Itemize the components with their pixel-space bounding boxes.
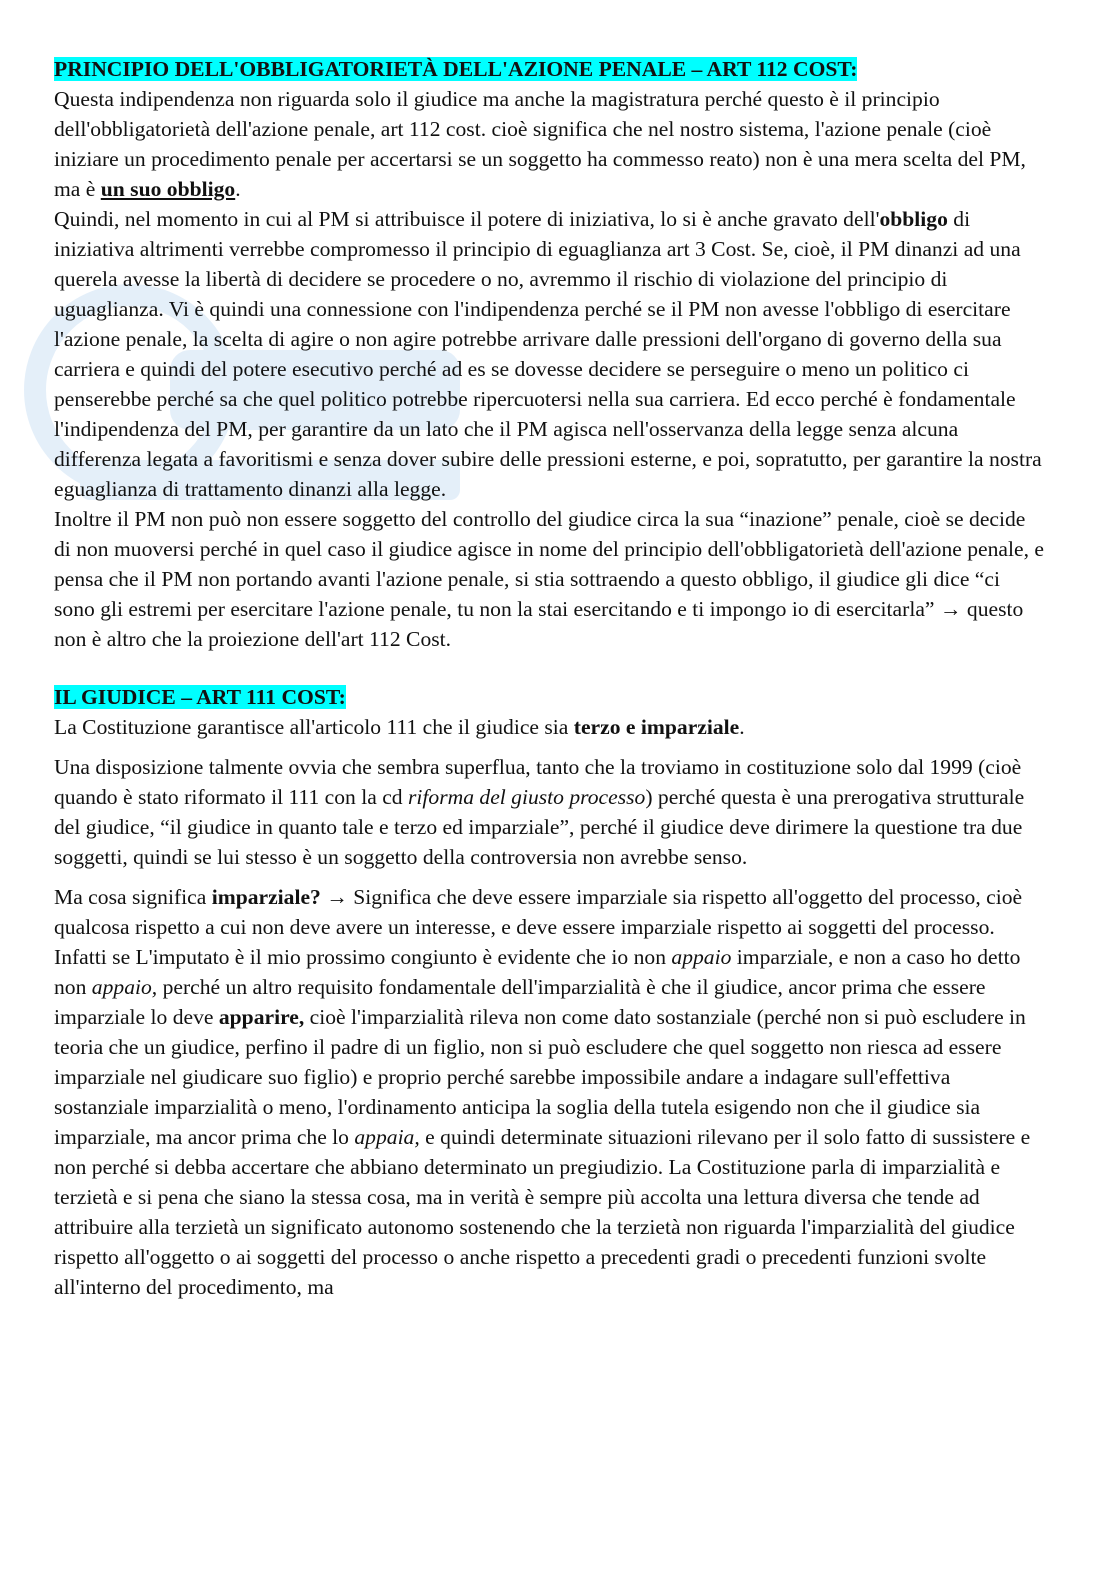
text: di iniziativa altrimenti verrebbe compromesso il principio di eguaglianza art 3 Cost. Se, cioè, il PM dinanzi ad una querela avesse la libertà di decidere se procedere o no, avremmo il rischio di violazione del principio di uguaglianza. Vi è quindi una connessione con l'indipendenza perché se il PM non avesse l'obbligo di esercitare l'azione penale, la scelta di agire o non agire potrebbe arrivare dalle pressioni dell'organo di governo della sua carriera e quindi del potere esecutivo perché ad es se dovesse decidere se perseguire o meno un politico ci penserebbe perché sa che quel politico potrebbe ripercuotersi nella sua carriera. Ed ecco perché è fondamentale l'indipendenza del PM, per garantire da un lato che il PM agisca nell'osservanza della legge senza alcuna differenza legata a favoritismi e senza dover subire delle pressioni esterne, e poi, sopratutto, per garantire la nostra eguaglianza di trattamento dinanzi alla legge. <box>54 207 1042 501</box>
text: → Significa che deve essere imparziale sia rispetto all'oggetto del processo, cioè qualcosa rispetto a cui non deve avere un interesse, e deve essere imparziale rispetto ai soggetti del processo. Infatti se L'imputato è il mio prossimo congiunto è evidente che io non <box>54 885 1023 969</box>
text: imparziale, e non a caso ho detto non <box>54 945 1021 999</box>
bold-text: obbligo <box>879 207 948 231</box>
italic-text: riforma del giusto processo <box>408 785 646 809</box>
bold-text: apparire, <box>218 1005 305 1029</box>
paragraph: Inoltre il PM non può non essere soggetto del controllo del giudice circa la sua “inazione” penale, cioè se decide di non muoversi perché in quel caso il giudice agisce in nome del principio dell'obbligatorietà dell'azione penale, e pensa che il PM non portando avanti l'azione penale, si stia sottraendo a questo obbligo, il giudice gli dice “ci sono gli estremi per esercitare l'azione penale, tu non la stai esercitando e ti impongo io di esercitarla” → questo non è altro che la proiezione dell'art 112 Cost. <box>54 507 1044 651</box>
section-heading-obbligatorieta: PRINCIPIO DELL'OBBLIGATORIETÀ DELL'AZIONE PENALE – ART 112 COST: <box>54 57 858 81</box>
section-heading-giudice: IL GIUDICE – ART 111 COST: <box>54 685 346 709</box>
paragraph <box>54 882 1044 1302</box>
text: e quindi determinate situazioni rilevano per il solo fatto di sussistere e non perché si debba accertare che abbiano determinato un pregiudizio. La Costituzione parla di imparzialità e terzietà e si pena che siano la stessa cosa, ma in verità è sempre più accolta una lettura diversa che tende ad attribuire alla terzietà un significato autonomo sostenendo che la terzietà non riguarda l'imparzialità del giudice rispetto all'oggetto o ai soggetti del processo o anche rispetto a precedenti gradi o precedenti funzioni svolte all'interno del procedimento, ma <box>54 1125 1031 1299</box>
bold-text: terzo e imparziale <box>573 715 740 739</box>
document-page <box>54 54 1044 1302</box>
section-giudice <box>54 682 1044 1302</box>
text: Una disposizione talmente ovvia che sembra superflua, tanto che la troviamo in costituzione solo dal 1999 (cioè quando è stato riformato il 111 con la cd <box>54 755 1022 809</box>
paragraph <box>54 204 1044 504</box>
text: La Costituzione garantisce all'articolo 111 che il giudice sia <box>54 715 574 739</box>
paragraph <box>54 752 1044 872</box>
italic-text: appaio, <box>91 975 158 999</box>
text: Questa indipendenza non riguarda solo il giudice ma anche la magistratura perché questo è il principio dell'obbligatorietà dell'azione penale, art 112 cost. cioè significa che nel nostro sistema, l'azione penale (cioè iniziare un procedimento penale per accertarsi se un soggetto ha commesso reato) non è una mera scelta del PM, ma è <box>54 87 1026 201</box>
text: . <box>235 177 241 201</box>
bold-text: imparziale? <box>211 885 321 909</box>
text: Quindi, nel momento in cui al PM si attribuisce il potere di iniziativa, lo si è anche gravato dell' <box>54 207 880 231</box>
paragraph <box>54 84 1044 204</box>
text: ) perché questa è una prerogativa strutturale del giudice, “il giudice in quanto tale e terzo ed imparziale”, perché il giudice deve dirimere la questione tra due soggetti, quindi se lui stesso è un soggetto della controversia non avrebbe senso. <box>54 785 1025 869</box>
text: cioè l'imparzialità rileva non come dato sostanziale (perché non si può escludere in teoria che un giudice, perfino il padre di un figlio, non si può escludere che quel soggetto non riesca ad essere imparziale nel giudicare suo figlio) e proprio perché sarebbe impossibile andare a indagare sull'effettiva sostanziale imparzialità o meno, l'ordinamento anticipa la soglia della tutela esigendo non che il giudice sia imparziale, ma ancor prima che lo <box>54 1005 1026 1149</box>
underlined-bold-text: un suo obbligo <box>100 177 236 201</box>
text: . <box>739 715 745 739</box>
section-obbligatorieta <box>54 54 1044 654</box>
italic-text: appaio <box>671 945 732 969</box>
text: Ma cosa significa <box>54 885 212 909</box>
italic-text: appaia, <box>354 1125 420 1149</box>
paragraph <box>54 712 1044 742</box>
text: perché un altro requisito fondamentale dell'imparzialità è che il giudice, ancor prima che essere imparziale lo deve <box>54 975 986 1029</box>
